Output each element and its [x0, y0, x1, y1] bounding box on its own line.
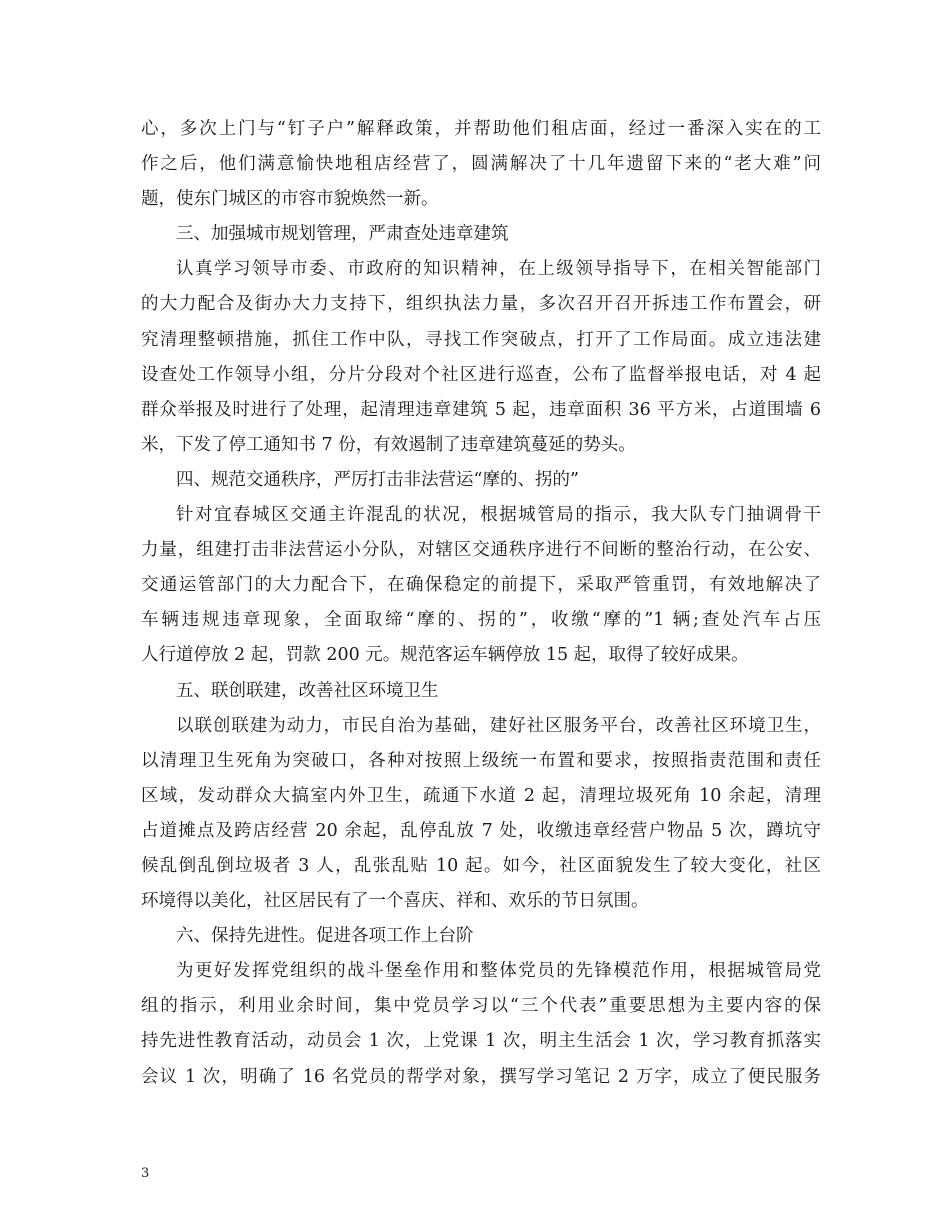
page-number: 3	[141, 1166, 150, 1181]
text-line: 群众举报及时进行了处理，起清理违章建筑 5 起，违章面积 36 平方米，占道围墙 6	[141, 399, 821, 420]
section-heading-5: 五、联创联建，改善社区环境卫生	[176, 680, 439, 701]
text-line: 究清理整顿措施，抓住工作中队，寻找工作突破点，打开了工作局面。成立违法建	[141, 329, 821, 350]
text-line: 米，下发了停工通知书 7 份，有效遏制了违章建筑蔓延的势头。	[141, 434, 636, 455]
section-heading-6: 六、保持先进性。促进各项工作上台阶	[176, 926, 474, 947]
text-line: 车辆违规违章现象，全面取缔“摩的、拐的”，收缴“摩的”1 辆;查处汽车占压	[141, 610, 821, 631]
text-line: 组的指示，利用业余时间，集中党员学习以“三个代表”重要思想为主要内容的保	[141, 996, 821, 1017]
section-heading-3: 三、加强城市规划管理，严肃查处违章建筑	[176, 224, 509, 245]
text-line: 候乱倒乱倒垃圾者 3 人，乱张乱贴 10 起。如今，社区面貌发生了较大变化，社区	[141, 855, 821, 876]
document-body	[141, 112, 821, 1095]
text-line: 区域，发动群众大搞室内外卫生，疏通下水道 2 起，清理垃圾死角 10 余起，清理	[141, 785, 821, 806]
text-line: 设查处工作领导小组，分片分段对个社区进行巡查，公布了监督举报电话，对 4 起	[141, 364, 821, 385]
text-line: 占道摊点及跨店经营 20 余起，乱停乱放 7 处，收缴违章经营户物品 5 次，蹲坑守	[141, 820, 821, 841]
text-line: 力量，组建打击非法营运小分队，对辖区交通秩序进行不间断的整治行动，在公安、	[141, 540, 821, 561]
text-line: 持先进性教育活动，动员会 1 次，上党课 1 次，明主生活会 1 次，学习教育抓落实	[141, 1031, 821, 1052]
text-line: 题，使东门城区的市容市貌焕然一新。	[141, 189, 439, 210]
text-line: 环境得以美化，社区居民有了一个喜庆、祥和、欢乐的节日氛围。	[141, 891, 649, 912]
text-line: 以清理卫生死角为突破口，各种对按照上级统一布置和要求，按照指责范围和责任	[141, 750, 821, 771]
text-line: 交通运管部门的大力配合下，在确保稳定的前提下，采取严管重罚，有效地解决了	[141, 575, 821, 596]
text-line: 心，多次上门与“钉子户”解释政策，并帮助他们租店面，经过一番深入实在的工	[141, 119, 821, 139]
text-line: 认真学习领导市委、市政府的知识精神，在上级领导指导下，在相关智能部门	[176, 259, 821, 280]
text-line: 以联创联建为动力，市民自治为基础，建好社区服务平台，改善社区环境卫生，	[176, 715, 821, 736]
text-line: 人行道停放 2 起，罚款 200 元。规范客运车辆停放 15 起，取得了较好成果。	[141, 645, 749, 666]
text-line: 会议 1 次，明确了 16 名党员的帮学对象，撰写学习笔记 2 万字，成立了便民服务	[141, 1066, 821, 1087]
text-line: 针对宜春城区交通主许混乱的状况，根据城管局的指示，我大队专门抽调骨干	[176, 505, 821, 526]
text-line: 为更好发挥党组织的战斗堡垒作用和整体党员的先锋模范作用，根据城管局党	[176, 961, 821, 982]
text-line: 的大力配合及街办大力支持下，组织执法力量，多次召开召开拆违工作布置会，研	[141, 294, 821, 315]
section-heading-4: 四、规范交通秩序，严厉打击非法营运“摩的、拐的”	[176, 469, 579, 490]
text-line: 作之后，他们满意愉快地租店经营了，圆满解决了十几年遗留下来的“老大难”问	[141, 154, 821, 175]
